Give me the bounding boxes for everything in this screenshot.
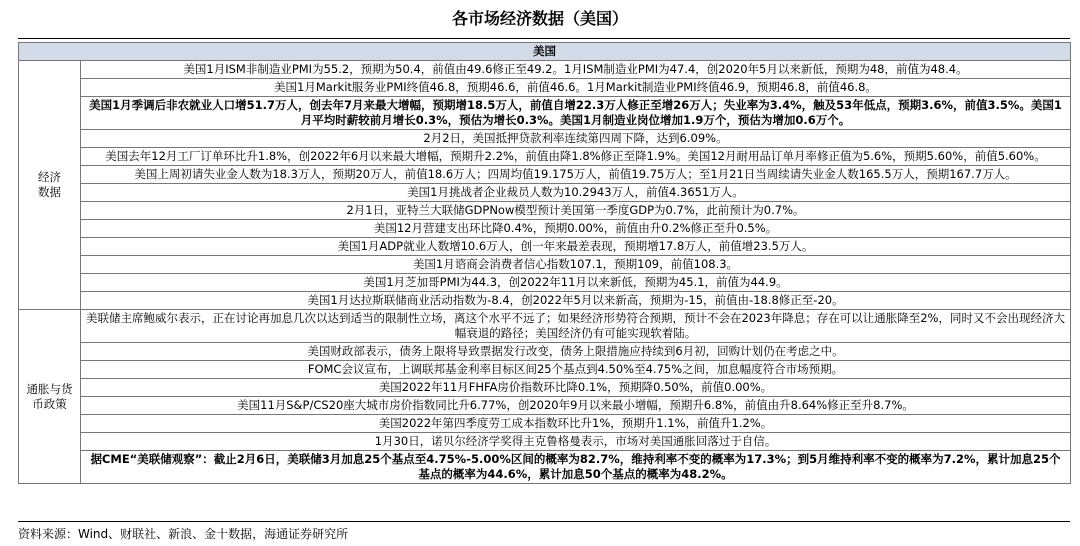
news-item: 美国2022年第四季度劳工成本指数环比升1%，预期升1.1%，前值升1.2%。 — [81, 415, 1071, 433]
table-row — [19, 433, 1071, 451]
data-table — [18, 42, 1071, 484]
table-row — [19, 274, 1071, 292]
news-item: 2月2日，美国抵押贷款利率连续第四周下降，达到6.09%。 — [81, 130, 1071, 148]
news-item: 2月1日，亚特兰大联储GDPNow模型预计美国第一季度GDP为0.7%，此前预计为0.7%。 — [81, 202, 1071, 220]
news-item: 美国上周初请失业金人数为18.3万人，预期20万人，前值18.6万人；四周均值19.175万人，前值19.75万人；至1月21日当周续请失业金人数165.5万人，预期167.7万人。 — [81, 166, 1071, 184]
news-item: 美国11月S&P/CS20座大城市房价指数同比升6.77%，创2020年9月以来最小增幅，预期升6.8%，前值由升8.64%修正至升8.7%。 — [81, 397, 1071, 415]
table-row — [19, 166, 1071, 184]
table-row — [19, 379, 1071, 397]
news-item: 美国去年12月工厂订单环比升1.8%，创2022年6月以来最大增幅，预期升2.2%，前值由降1.8%修正至降1.9%。美国12月耐用品订单月率修正值为5.6%，预期5.60%，前值5.60%。 — [81, 148, 1071, 166]
table-row — [19, 184, 1071, 202]
table-row — [19, 343, 1071, 361]
news-item: 美国1月谘商会消费者信心指数107.1，预期109，前值108.3。 — [81, 256, 1071, 274]
source-note: 资料来源：Wind、财联社、新浪、金十数据，海通证券研究所 — [18, 527, 349, 541]
region-header-row — [19, 43, 1071, 61]
bottom-rule — [18, 521, 1070, 522]
table-row — [19, 361, 1071, 379]
table-row — [19, 415, 1071, 433]
news-item: 美国12月营建支出环比降0.4%，预期0.00%，前值由升0.2%修正至升0.5%。 — [81, 220, 1071, 238]
news-item: 美国1月Markit服务业PMI终值46.8，预期46.6，前值46.6。1月Markit制造业PMI终值46.9，预期46.8，前值46.8。 — [81, 79, 1071, 97]
news-item: 美联储主席鲍威尔表示，正在讨论再加息几次以达到适当的限制性立场，离这个水平不远了；如果经济形势符合预期，预计不会在2023年降息；存在可以让通胀降至2%，同时又不会出现经济大幅衰退的路径；美国经济仍有可能实现软着陆。 — [81, 310, 1071, 343]
table-row — [19, 220, 1071, 238]
news-item: 美国1月ISM非制造业PMI为55.2，预期为50.4，前值由49.6修正至49.2。1月ISM制造业PMI为47.4，创2020年5月以来新低，预期为48，前值为48.4。 — [81, 61, 1071, 79]
top-rule — [18, 38, 1070, 39]
table-row — [19, 451, 1071, 484]
table-row — [19, 148, 1071, 166]
news-item: 美国1月季调后非农就业人口增51.7万人，创去年7月来最大增幅，预期增18.5万人，前值自增22.3万人修正至增26万人；失业率为3.4%，触及53年低点，预期3.6%，前值3.5%。美国1月平均时薪较前月增长0.3%，预估为增长0.3%。美国1月制造业岗位增加1.9万个，预估为增加0.6万个。 — [81, 97, 1071, 130]
news-item: FOMC会议宣布，上调联邦基金利率目标区间25个基点到4.50%至4.75%之间，加息幅度符合市场预期。 — [81, 361, 1071, 379]
table-row — [19, 61, 1071, 79]
news-item: 美国1月ADP就业人数增10.6万人，创一年来最差表现，预期增17.8万人，前值增23.5万人。 — [81, 238, 1071, 256]
region-header: 美国 — [19, 43, 1071, 61]
table-row — [19, 292, 1071, 310]
news-item: 1月30日，诺贝尔经济学奖得主克鲁格曼表示，市场对美国通胀回落过于自信。 — [81, 433, 1071, 451]
news-item: 美国财政部表示，债务上限将导致票据发行改变，债务上限措施应持续到6月初，回购计划仍在考虑之中。 — [81, 343, 1071, 361]
news-item: 美国1月挑战者企业裁员人数为10.2943万人，前值4.3651万人。 — [81, 184, 1071, 202]
table-row — [19, 202, 1071, 220]
table-row — [19, 256, 1071, 274]
table-row — [19, 130, 1071, 148]
news-item: 据CME“美联储观察”：截止2月6日，美联储3月加息25个基点至4.75%-5.00%区间的概率为82.7%，维持利率不变的概率为17.3%；到5月维持利率不变的概率为7.2%，累计加息25个基点的概率为44.6%，累计加息50个基点的概率为48.2%。 — [81, 451, 1071, 484]
category-cell: 经济 数据 — [19, 61, 81, 310]
news-item: 美国1月芝加哥PMI为44.3，创2022年11月以来新低，预期为45.1，前值为44.9。 — [81, 274, 1071, 292]
table-row — [19, 310, 1071, 343]
table-row — [19, 397, 1071, 415]
table-row — [19, 238, 1071, 256]
table-row — [19, 97, 1071, 130]
news-item: 美国2022年11月FHFA房价指数环比降0.1%，预期降0.50%，前值0.00%。 — [81, 379, 1071, 397]
page-title: 各市场经济数据（美国） — [451, 9, 628, 28]
category-cell: 通胀与货 币政策 — [19, 310, 81, 484]
table-row — [19, 79, 1071, 97]
news-item: 美国1月达拉斯联储商业活动指数为-8.4，创2022年5月以来新高，预期为-15，前值由-18.8修正至-20。 — [81, 292, 1071, 310]
